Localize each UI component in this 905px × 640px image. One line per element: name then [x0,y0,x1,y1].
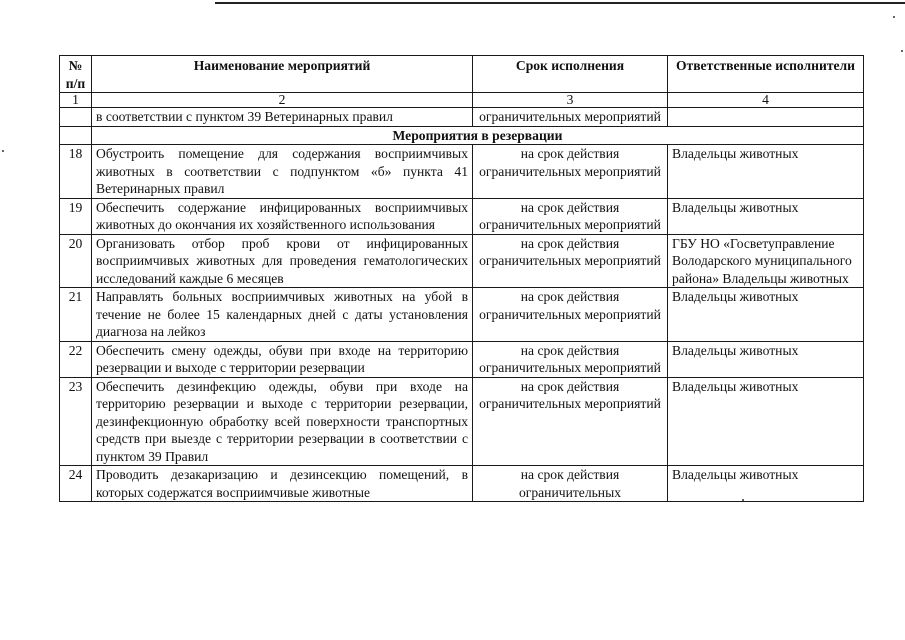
column-number-row [60,93,864,108]
row-term: на срок действия ограничительных мероприятий [473,341,668,377]
column-number: 1 [60,93,92,108]
row-num: 20 [60,234,92,288]
table-row [60,145,864,199]
header-num: № п/п [60,56,92,93]
row-num: 18 [60,145,92,199]
scan-speck [893,16,895,18]
table-row [60,234,864,288]
column-number: 4 [668,93,864,108]
row-resp: Владельцы животных [668,198,864,234]
section-row [60,126,864,145]
row-resp: Владельцы животных [668,145,864,199]
table-row [60,198,864,234]
row-num: 22 [60,341,92,377]
row-num [60,108,92,127]
header-resp: Ответственные исполнители [668,56,864,93]
section-num-cell [60,126,92,145]
row-term: на срок действия ограничительных мероприятий [473,145,668,199]
row-term: на срок действия ограничительных мероприятий [473,198,668,234]
scan-speck [901,50,903,52]
table-row [60,377,864,466]
row-name: Обеспечить смену одежды, обуви при входе на территорию резервации и выходе с территории резервации [92,341,473,377]
table-row [60,466,864,502]
row-num: 19 [60,198,92,234]
row-num: 23 [60,377,92,466]
section-title: Мероприятия в резервации [92,126,864,145]
row-name: Обеспечить содержание инфицированных восприимчивых животных до окончания их хозяйственного использования [92,198,473,234]
row-term: на срок действия ограничительных мероприятий [473,234,668,288]
row-term: ограничительных мероприятий [473,108,668,127]
row-term: на срок действия ограничительных мероприятий [473,288,668,342]
row-resp: Владельцы животных [668,288,864,342]
row-name: Обеспечить дезинфекцию одежды, обуви при входе на территорию резервации и выходе с территории резервации, дезинфекционную обработку всей поверхности транспортных средств при выезде с территории резервации в соответствии с пунктом 39 Правил [92,377,473,466]
row-term: на срок действия ограничительных мероприятий [473,377,668,466]
measures-table [59,55,864,502]
row-name: в соответствии с пунктом 39 Ветеринарных правил [92,108,473,127]
row-resp: ГБУ НО «Госветуправление Володарского муниципального района» Владельцы животных [668,234,864,288]
table-header-row [60,56,864,93]
table-row [60,108,864,127]
scan-speck [2,150,4,152]
column-number: 3 [473,93,668,108]
row-num: 21 [60,288,92,342]
row-name: Обустроить помещение для содержания восприимчивых животных в соответствии с подпунктом «б» пункта 41 Ветеринарных правил [92,145,473,199]
scan-edge-line [215,2,905,4]
row-name: Направлять больных восприимчивых животных на убой в течение не более 15 календарных дней с даты установления диагноза на лейкоз [92,288,473,342]
row-name: Проводить дезакаризацию и дезинсекцию помещений, в которых содержатся восприимчивые животные [92,466,473,502]
row-num: 24 [60,466,92,502]
table-row [60,341,864,377]
column-number: 2 [92,93,473,108]
row-resp [668,108,864,127]
row-name: Организовать отбор проб крови от инфицированных восприимчивых животных для проведения гематологических исследований каждые 6 месяцев [92,234,473,288]
row-resp: Владельцы животных [668,341,864,377]
table-row [60,288,864,342]
row-term: на срок действия ограничительных [473,466,668,502]
row-resp: Владельцы животных [668,466,864,502]
header-name: Наименование мероприятий [92,56,473,93]
header-term: Срок исполнения [473,56,668,93]
row-resp: Владельцы животных [668,377,864,466]
